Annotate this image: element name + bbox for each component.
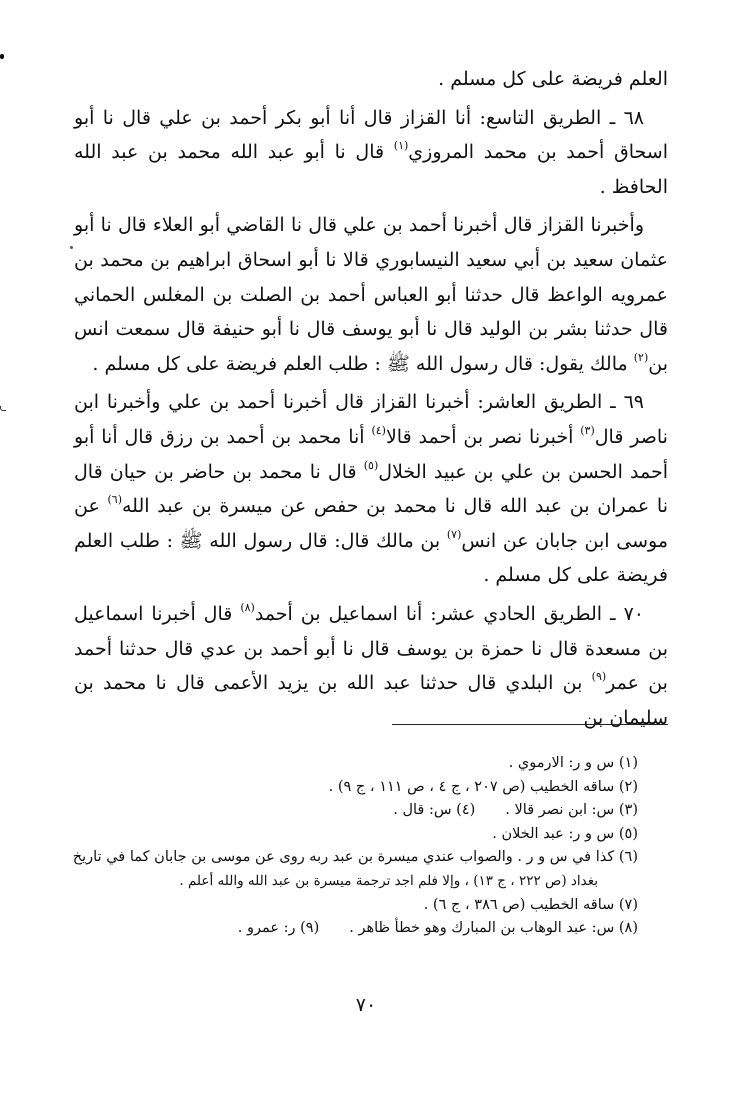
- footnote-4: (٤) س: قال .: [393, 802, 476, 819]
- text-run: أنا محمد بن أحمد بن رزق قال أنا أبو أحمد الحسن بن علي بن عبيد الخلال: [74, 425, 668, 483]
- page-number: ٧٠: [355, 994, 377, 1016]
- text-run: بن البلدي قال حدثنا عبد الله بن يزيد الأعمى قال نا محمد بن سليمان بن: [74, 672, 668, 729]
- scan-speck: [0, 54, 4, 59]
- text-run: قال نا أبو عبد الله محمد بن عبد الله الحافظ .: [74, 141, 668, 198]
- footnotes-block: [60, 752, 638, 941]
- footnote-divider: [392, 724, 668, 725]
- footnote-9: (٩) ر: عمرو .: [237, 920, 320, 937]
- footnote-ref-3: (٣): [580, 423, 595, 437]
- footnote-7: (٧) ساقه الخطيب (ص ٣٨٦ ، ج ٦) .: [423, 896, 638, 913]
- footnote-ref-2: (٢): [633, 350, 649, 364]
- footnote-2: (٢) ساقه الخطيب (ص ٢٠٧ ، ج ٤ ، ص ١١١ ، ج ٩) .: [328, 778, 638, 795]
- text-run: قال أخبرنا اسماعيل بن مسعدة قال نا حمزة بن يوسف قال نا أبو أحمد بن عدي قال حدثنا أحمد بن عمر: [74, 602, 668, 695]
- text-run: العلم فريضة على كل مسلم .: [438, 68, 668, 90]
- text-run: وأخبرنا القزاز قال أخبرنا أحمد بن علي قال نا القاضي أبو العلاء قال نا أبو عثمان سعيد بن أبي سعيد النيسابوري قالا نا أبو اسحاق ابراهيم بن محمد بن عمرويه الواعظ قال حدثنا أبو العباس أحمد بن الصلت بن المغلس الحماني قال حدثنا بشر بن الوليد قال نا أبو يوسف قال نا أبو حنيفة قال سمعت انس بن: [74, 214, 668, 375]
- footnote-3-4-line: [60, 799, 638, 823]
- footnote-1: (١) س و ر: الارموي .: [508, 755, 638, 771]
- main-text-block: [74, 62, 668, 735]
- text-run: قال نا محمد بن حاضر بن حيان قال نا عمران بن عبد الله قال نا محمد بن حفص عن ميسرة بن عبد الله: [74, 460, 668, 518]
- scan-speck-small: [70, 246, 73, 249]
- footnote-8-9-line: [60, 917, 638, 941]
- footnote-ref-4: (٤): [371, 423, 386, 437]
- text-run: مالك يقول: قال رسول الله ﷺ : طلب العلم فريضة على كل مسلم .: [92, 352, 634, 375]
- text-run: ٦٨ ـ الطريق التاسع: أنا القزاز قال أنا أبو بكر أحمد بن علي قال نا أبو اسحاق أحمد بن محمد المروزي: [74, 106, 668, 164]
- footnote-ref-7: (٧): [446, 527, 462, 541]
- paragraph-68: [74, 101, 668, 205]
- footnote-5: (٥) س و ر: عبد الخلان .: [492, 825, 638, 842]
- footnote-ref-1: (١): [393, 139, 409, 153]
- text-run: ٦٩ ـ الطريق العاشر: أخبرنا القزاز قال أخبرنا أحمد بن علي وأخبرنا ابن ناصر قال: [74, 391, 668, 448]
- footnote-3: (٣) س: ابن نصر قالا .: [505, 802, 638, 819]
- footnote-6-continued: بغداد (ص ٢٢٢ ، ج ١٣) ، وإلا فلم اجد ترجمة ميسرة بن عبد الله والله أعلم .: [179, 872, 598, 889]
- paragraph-chain-2: [74, 208, 668, 381]
- footnote-ref-5: (٥): [363, 458, 379, 472]
- text-run: أخبرنا نصر بن أحمد قالا: [385, 425, 581, 448]
- paragraph-continuation: [74, 62, 668, 97]
- footnote-ref-8: (٨): [240, 600, 255, 614]
- footnote-ref-6: (٦): [107, 493, 122, 507]
- paragraph-70: [74, 597, 668, 735]
- paragraph-69: [74, 385, 668, 593]
- text-run: ٧٠ ـ الطريق الحادي عشر: أنا اسماعيل بن أحمد: [254, 602, 644, 625]
- margin-mark: [0, 406, 6, 411]
- footnote-6: (٦) كذا في س و ر . والصواب عندي ميسرة بن عبد ربه روى عن موسى بن جابان كما في تاريخ: [72, 849, 638, 866]
- text-run: عن موسى ابن جابان عن انس: [74, 495, 668, 552]
- text-run: بن مالك قال: قال رسول الله ﷺ : طلب العلم فريضة على كل مسلم .: [74, 529, 668, 587]
- footnote-ref-9: (٩): [591, 670, 607, 684]
- footnote-8: (٨) س: عبد الوهاب بن المبارك وهو خطأ ظاهر .: [349, 920, 638, 937]
